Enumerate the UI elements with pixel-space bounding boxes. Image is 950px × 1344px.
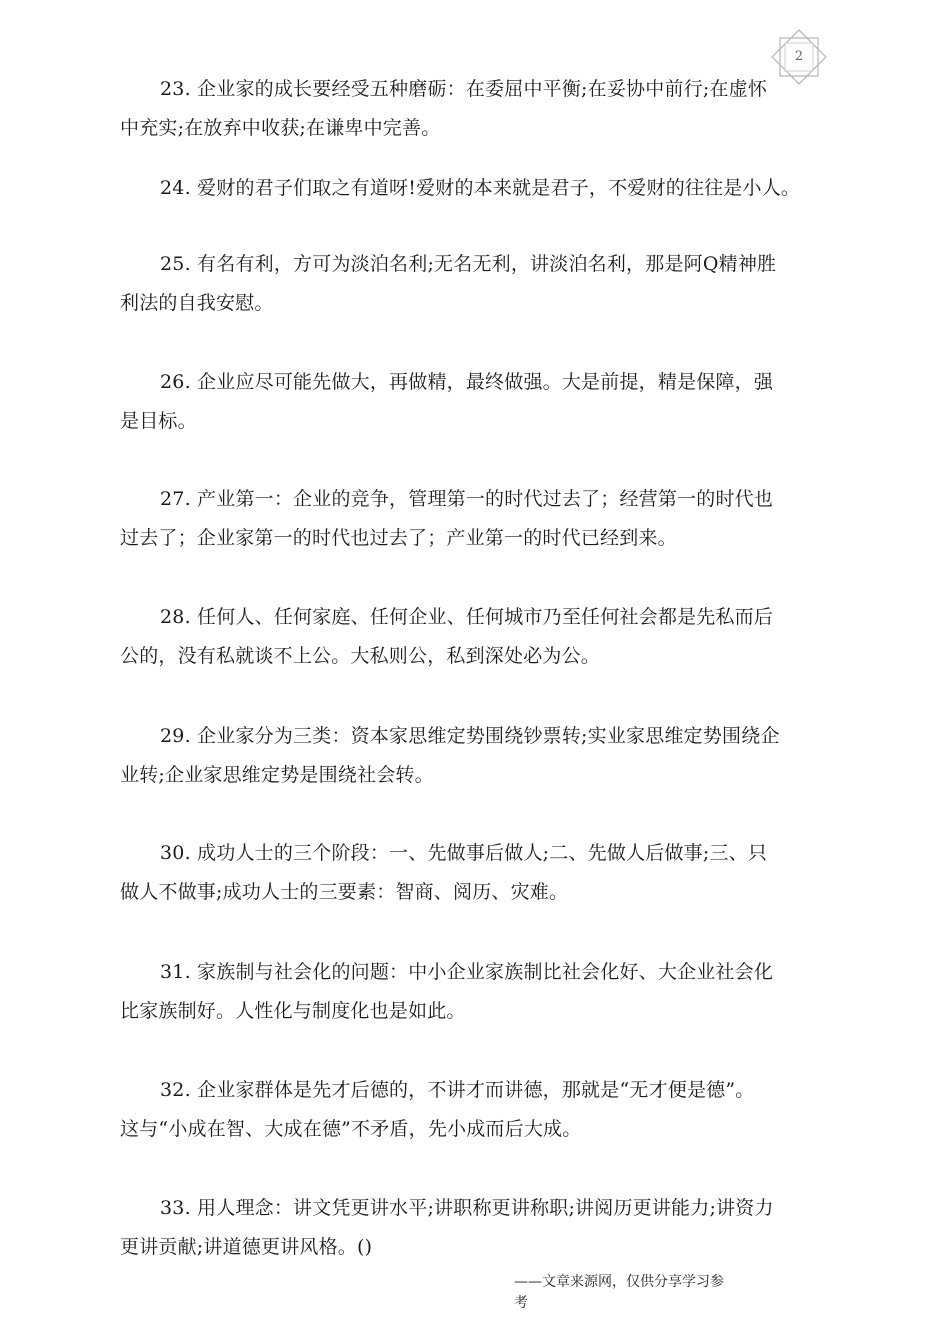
- footnote-line-2: 考: [514, 1295, 528, 1311]
- entry-line-1: 32. 企业家群体是先才后德的，不讲才而讲德，那就是“无才便是德”。: [160, 1079, 755, 1101]
- entry-line-1: 24. 爱财的君子们取之有道呀!爱财的本来就是君子，不爱财的往往是小人。: [160, 177, 801, 199]
- entry-line-1: 25. 有名有利，方可为淡泊名利;无名无利，讲淡泊名利，那是阿Q精神胜: [160, 253, 777, 275]
- source-footnote: [514, 1272, 744, 1314]
- entry-line-1: 26. 企业应尽可能先做大，再做精，最终做强。大是前提，精是保障，强: [160, 371, 774, 393]
- entry-30: [120, 834, 840, 912]
- entry-29: [120, 717, 840, 795]
- entry-line-2: 利法的自我安慰。: [120, 292, 274, 314]
- entry-line-1: 31. 家族制与社会化的问题：中小企业家族制比社会化好、大企业社会化: [160, 961, 774, 983]
- entry-28: [120, 598, 840, 676]
- entry-line-1: 33. 用人理念：讲文凭更讲水平;讲职称更讲称职;讲阅历更讲能力;讲资力: [160, 1197, 774, 1219]
- entry-24: [120, 169, 840, 208]
- entry-line-1: 27. 产业第一：企业的竞争，管理第一的时代过去了；经营第一的时代也: [160, 488, 774, 510]
- entry-line-1: 29. 企业家分为三类：资本家思维定势围绕钞票转;实业家思维定势围绕企: [160, 725, 780, 747]
- entry-25: [120, 245, 840, 323]
- page-number: 2: [794, 49, 804, 64]
- footnote-line-1: ——文章来源网，仅供分享学习参: [514, 1274, 724, 1290]
- entry-line-2: 这与“小成在智、大成在德”不矛盾，先小成而后大成。: [120, 1118, 582, 1140]
- entry-31: [120, 953, 840, 1031]
- entry-line-1: 28. 任何人、任何家庭、任何企业、任何城市乃至任何社会都是先私而后: [160, 606, 774, 628]
- entry-33: [120, 1189, 840, 1267]
- entry-27: [120, 480, 840, 558]
- entry-line-2: 是目标。: [120, 410, 197, 432]
- entry-23: [120, 70, 840, 148]
- entry-line-2: 过去了；企业家第一的时代也过去了；产业第一的时代已经到来。: [120, 527, 677, 549]
- entry-line-2: 比家族制好。人性化与制度化也是如此。: [120, 1000, 466, 1022]
- entry-line-1: 30. 成功人士的三个阶段：一、先做事后做人;二、先做人后做事;三、只: [160, 842, 768, 864]
- entry-line-1: 23. 企业家的成长要经受五种磨砺：在委屈中平衡;在妥协中前行;在虚怀: [160, 78, 768, 100]
- entry-line-2: 公的，没有私就谈不上公。大私则公，私到深处必为公。: [120, 645, 601, 667]
- entry-line-2: 中充实;在放弃中收获;在谦卑中完善。: [120, 117, 441, 139]
- entry-line-2: 做人不做事;成功人士的三要素：智商、阅历、灾难。: [120, 881, 569, 903]
- entry-26: [120, 363, 840, 441]
- entry-line-2: 更讲贡献;讲道德更讲风格。(): [120, 1236, 373, 1258]
- entry-line-2: 业转;企业家思维定势是围绕社会转。: [120, 764, 434, 786]
- entry-32: [120, 1071, 840, 1149]
